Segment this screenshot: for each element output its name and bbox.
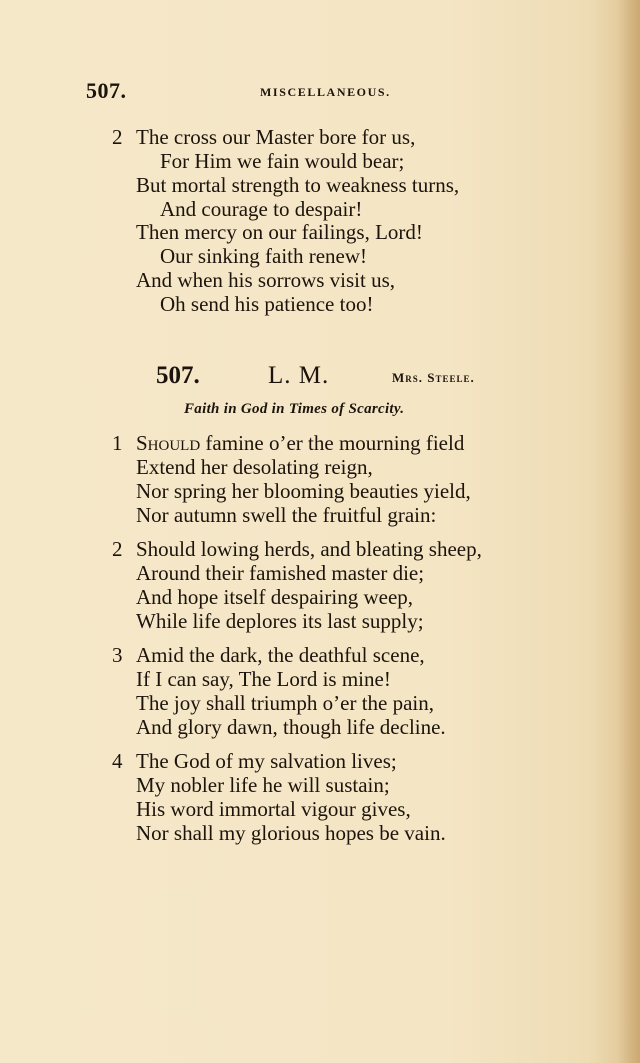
page-spine-shadow <box>618 0 640 1063</box>
hymn-title: Faith in God in Times of Scarcity. <box>184 401 405 417</box>
verse-line: Around their famished master die; <box>136 561 425 585</box>
verse-line: Nor spring her blooming beauties yield, <box>136 479 471 503</box>
verse-line: Our sinking faith renew! <box>160 244 368 268</box>
stanza-number: 2 <box>112 537 123 561</box>
stanza-number: 4 <box>112 749 123 773</box>
stanza-number: 2 <box>112 125 123 149</box>
verse-line: My nobler life he will sustain; <box>136 773 390 797</box>
verse-line: Nor shall my glorious hopes be vain. <box>136 821 446 845</box>
verse-line: The God of my salvation lives; <box>136 749 397 773</box>
verse-line: The cross our Master bore for us, <box>136 125 416 149</box>
verse-line: If I can say, The Lord is mine! <box>136 667 391 691</box>
stanza-number: 3 <box>112 643 123 667</box>
running-head: MISCELLANEOUS. <box>260 85 391 99</box>
verse-line: Amid the dark, the deathful scene, <box>136 643 425 667</box>
page-number: 507. <box>86 78 127 103</box>
verse-line: And glory dawn, though life decline. <box>136 715 446 739</box>
verse-line: But mortal strength to weakness turns, <box>136 173 460 197</box>
verse-line: While life deplores its last supply; <box>136 609 424 633</box>
verse-line-rest: famine o’er the mourning field <box>200 431 465 455</box>
verse-line: And courage to despair! <box>160 197 363 221</box>
stanza-number: 1 <box>112 431 123 455</box>
verse-line <box>136 431 464 455</box>
verse-line: Oh send his patience too! <box>160 292 374 316</box>
hymn-meter: L. M. <box>268 362 330 389</box>
verse-line: His word immortal vigour gives, <box>136 797 411 821</box>
verse-line: And when his sorrows visit us, <box>136 268 396 292</box>
hymn-author: Mrs. Steele. <box>392 370 475 385</box>
page-header <box>86 78 416 104</box>
hymn-number: 507. <box>156 362 200 389</box>
drop-word: Should <box>136 431 201 455</box>
verse-line: Extend her desolating reign, <box>136 455 373 479</box>
verse-line: Then mercy on our failings, Lord! <box>136 220 423 244</box>
verse-line: And hope itself despairing weep, <box>136 585 414 609</box>
verse-line: Nor autumn swell the fruitful grain: <box>136 503 437 527</box>
hymn-heading <box>0 362 640 394</box>
verse-line: Should lowing herds, and bleating sheep, <box>136 537 482 561</box>
verse-line: For Him we fain would bear; <box>160 149 405 173</box>
verse-line: The joy shall triumph o’er the pain, <box>136 691 435 715</box>
